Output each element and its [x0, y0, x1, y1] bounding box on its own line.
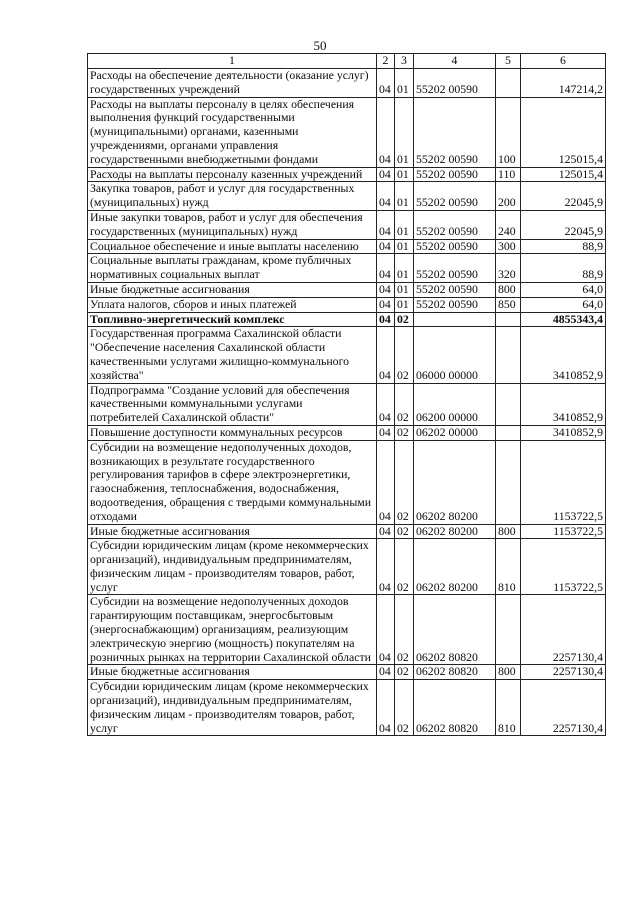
header-cell-target-article: 4: [414, 54, 496, 69]
row-target-article-cell: 55202 00590: [414, 254, 496, 283]
row-expense-type-cell: 240: [496, 210, 521, 239]
row-amount-cell: 1153722,5: [521, 440, 606, 524]
row-target-article-cell: 55202 00590: [414, 210, 496, 239]
row-section-cell: 04: [377, 210, 395, 239]
row-target-article-cell: 06202 80200: [414, 440, 496, 524]
header-row: [88, 54, 606, 69]
row-section-cell: 04: [377, 182, 395, 211]
row-amount-cell: 1153722,5: [521, 539, 606, 595]
row-amount-cell: 4855343,4: [521, 312, 606, 327]
table-row: [88, 539, 606, 595]
row-target-article-cell: [414, 312, 496, 327]
row-section-cell: 04: [377, 595, 395, 665]
row-amount-cell: 64,0: [521, 297, 606, 312]
budget-table: [87, 53, 606, 736]
row-name-cell: Субсидии на возмещение недополученных доходов, возникающих в результате государственного регулирования тарифов в сфере электроэнергетики, газоснабжения, теплоснабжения, водоснабжения, водоотведения, обращения с твердыми коммунальными отходами: [88, 440, 377, 524]
table-row: [88, 680, 606, 736]
row-section-cell: 04: [377, 312, 395, 327]
row-target-article-cell: 06202 80820: [414, 595, 496, 665]
row-name-cell: Социальное обеспечение и иные выплаты населению: [88, 239, 377, 254]
table-row: [88, 327, 606, 383]
row-target-article-cell: 06202 80200: [414, 524, 496, 539]
row-expense-type-cell: [496, 440, 521, 524]
table-row: [88, 312, 606, 327]
row-expense-type-cell: [496, 327, 521, 383]
row-subsection-cell: 02: [395, 595, 414, 665]
table-row: [88, 425, 606, 440]
row-amount-cell: 22045,9: [521, 210, 606, 239]
row-section-cell: 04: [377, 167, 395, 182]
row-name-cell: Иные бюджетные ассигнования: [88, 282, 377, 297]
row-expense-type-cell: [496, 425, 521, 440]
row-name-cell: Субсидии на возмещение недополученных доходов гарантирующим поставщикам, энергосбытовым (энергоснабжающим) организациям, реализующим электрическую энергию (мощность) покупателям на розничных рынках на территории Сахалинской области: [88, 595, 377, 665]
row-section-cell: 04: [377, 383, 395, 425]
header-cell-name: 1: [88, 54, 377, 69]
row-subsection-cell: 01: [395, 297, 414, 312]
row-expense-type-cell: 850: [496, 297, 521, 312]
row-subsection-cell: 02: [395, 440, 414, 524]
row-expense-type-cell: 800: [496, 524, 521, 539]
row-target-article-cell: 06202 80200: [414, 539, 496, 595]
table-row: [88, 297, 606, 312]
row-expense-type-cell: 800: [496, 665, 521, 680]
table-row: [88, 254, 606, 283]
row-amount-cell: 88,9: [521, 254, 606, 283]
row-section-cell: 04: [377, 440, 395, 524]
table-row: [88, 69, 606, 98]
row-expense-type-cell: [496, 69, 521, 98]
row-subsection-cell: 02: [395, 665, 414, 680]
row-target-article-cell: 06202 00000: [414, 425, 496, 440]
row-subsection-cell: 01: [395, 167, 414, 182]
row-section-cell: 04: [377, 665, 395, 680]
row-amount-cell: 3410852,9: [521, 327, 606, 383]
row-expense-type-cell: [496, 383, 521, 425]
row-amount-cell: 22045,9: [521, 182, 606, 211]
table-row: [88, 524, 606, 539]
row-expense-type-cell: 800: [496, 282, 521, 297]
row-target-article-cell: 55202 00590: [414, 282, 496, 297]
row-amount-cell: 147214,2: [521, 69, 606, 98]
table-row: [88, 97, 606, 167]
row-amount-cell: 2257130,4: [521, 595, 606, 665]
row-section-cell: 04: [377, 425, 395, 440]
row-amount-cell: 125015,4: [521, 167, 606, 182]
row-amount-cell: 3410852,9: [521, 425, 606, 440]
row-section-cell: 04: [377, 69, 395, 98]
row-subsection-cell: 01: [395, 97, 414, 167]
table-row: [88, 383, 606, 425]
row-target-article-cell: 55202 00590: [414, 239, 496, 254]
row-subsection-cell: 02: [395, 327, 414, 383]
table-row: [88, 239, 606, 254]
header-cell-section: 2: [377, 54, 395, 69]
row-subsection-cell: 02: [395, 383, 414, 425]
row-section-cell: 04: [377, 680, 395, 736]
table-row: [88, 210, 606, 239]
header-cell-expense-type: 5: [496, 54, 521, 69]
row-name-cell: Расходы на выплаты персоналу казенных учреждений: [88, 167, 377, 182]
row-expense-type-cell: 110: [496, 167, 521, 182]
row-subsection-cell: 02: [395, 539, 414, 595]
row-target-article-cell: 55202 00590: [414, 97, 496, 167]
table-row: [88, 595, 606, 665]
row-name-cell: Подпрограмма "Создание условий для обеспечения качественными коммунальными услугами потребителей Сахалинской области": [88, 383, 377, 425]
row-subsection-cell: 01: [395, 254, 414, 283]
row-name-cell: Иные бюджетные ассигнования: [88, 665, 377, 680]
row-section-cell: 04: [377, 327, 395, 383]
table-row: [88, 665, 606, 680]
row-name-cell: Иные закупки товаров, работ и услуг для обеспечения государственных (муниципальных) нужд: [88, 210, 377, 239]
row-name-cell: Уплата налогов, сборов и иных платежей: [88, 297, 377, 312]
row-name-cell: Топливно-энергетический комплекс: [88, 312, 377, 327]
row-name-cell: Закупка товаров, работ и услуг для государственных (муниципальных) нужд: [88, 182, 377, 211]
row-subsection-cell: 01: [395, 69, 414, 98]
header-cell-subsection: 3: [395, 54, 414, 69]
row-section-cell: 04: [377, 282, 395, 297]
row-name-cell: Социальные выплаты гражданам, кроме публичных нормативных социальных выплат: [88, 254, 377, 283]
row-subsection-cell: 01: [395, 239, 414, 254]
row-amount-cell: 88,9: [521, 239, 606, 254]
row-expense-type-cell: 320: [496, 254, 521, 283]
row-expense-type-cell: 200: [496, 182, 521, 211]
row-name-cell: Государственная программа Сахалинской области "Обеспечение населения Сахалинской области качественными услугами жилищно-коммунального хозяйства": [88, 327, 377, 383]
row-expense-type-cell: [496, 312, 521, 327]
table-row: [88, 167, 606, 182]
row-target-article-cell: 55202 00590: [414, 297, 496, 312]
row-target-article-cell: 55202 00590: [414, 167, 496, 182]
row-name-cell: Субсидии юридическим лицам (кроме некоммерческих организаций), индивидуальным предпринимателям, физическим лицам - производителям товаров, работ, услуг: [88, 539, 377, 595]
row-amount-cell: 125015,4: [521, 97, 606, 167]
row-expense-type-cell: 300: [496, 239, 521, 254]
header-cell-amount: 6: [521, 54, 606, 69]
row-name-cell: Расходы на обеспечение деятельности (оказание услуг) государственных учреждений: [88, 69, 377, 98]
row-target-article-cell: 55202 00590: [414, 182, 496, 211]
row-subsection-cell: 02: [395, 680, 414, 736]
row-target-article-cell: 06200 00000: [414, 383, 496, 425]
page-number: 50: [313, 38, 327, 53]
row-name-cell: Повышение доступности коммунальных ресурсов: [88, 425, 377, 440]
row-target-article-cell: 06202 80820: [414, 665, 496, 680]
row-section-cell: 04: [377, 297, 395, 312]
row-target-article-cell: 06202 80820: [414, 680, 496, 736]
row-subsection-cell: 01: [395, 182, 414, 211]
row-expense-type-cell: [496, 595, 521, 665]
row-amount-cell: 1153722,5: [521, 524, 606, 539]
row-subsection-cell: 02: [395, 312, 414, 327]
table-row: [88, 282, 606, 297]
row-amount-cell: 3410852,9: [521, 383, 606, 425]
row-amount-cell: 2257130,4: [521, 665, 606, 680]
row-section-cell: 04: [377, 97, 395, 167]
row-section-cell: 04: [377, 539, 395, 595]
row-name-cell: Субсидии юридическим лицам (кроме некоммерческих организаций), индивидуальным предпринимателям, физическим лицам - производителям товаров, работ, услуг: [88, 680, 377, 736]
row-name-cell: Расходы на выплаты персоналу в целях обеспечения выполнения функций государственными (муниципальными) органами, казенными учреждениями, органами управления государственными внебюджетными фондами: [88, 97, 377, 167]
row-expense-type-cell: 810: [496, 539, 521, 595]
table-row: [88, 182, 606, 211]
row-expense-type-cell: 810: [496, 680, 521, 736]
table-row: [88, 440, 606, 524]
row-name-cell: Иные бюджетные ассигнования: [88, 524, 377, 539]
row-amount-cell: 2257130,4: [521, 680, 606, 736]
row-section-cell: 04: [377, 254, 395, 283]
row-target-article-cell: 55202 00590: [414, 69, 496, 98]
row-expense-type-cell: 100: [496, 97, 521, 167]
row-subsection-cell: 01: [395, 282, 414, 297]
row-subsection-cell: 01: [395, 210, 414, 239]
row-section-cell: 04: [377, 239, 395, 254]
row-subsection-cell: 02: [395, 425, 414, 440]
row-target-article-cell: 06000 00000: [414, 327, 496, 383]
row-subsection-cell: 02: [395, 524, 414, 539]
row-amount-cell: 64,0: [521, 282, 606, 297]
row-section-cell: 04: [377, 524, 395, 539]
